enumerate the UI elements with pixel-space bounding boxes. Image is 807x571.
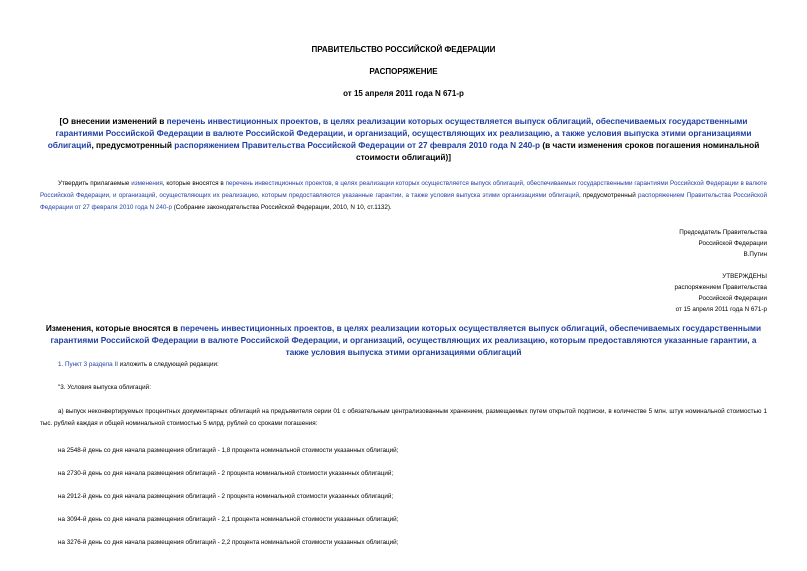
changes-title bbox=[40, 322, 767, 358]
schedule-item: на 3276-й день со дня начала размещения облигаций - 2,2 процента номинальной стоимости указанных облигаций; bbox=[58, 539, 399, 546]
title-link-list[interactable]: перечень инвестиционных проектов, в целях реализации которых осуществляется выпуск облигаций, обеспечиваемых государственными гарантиями Российской Федерации в валюте Российской Федерации, и организаций, осуществляющих их реализацию, а также условия выпуска этими организациями облигаций bbox=[47, 116, 752, 150]
approval-line-2: распоряжением Правительства bbox=[674, 284, 767, 291]
item-1-text: изложить в следующей редакции: bbox=[117, 361, 219, 368]
schedule-item: на 2548-й день со дня начала размещения облигаций - 1,8 процента номинальной стоимости указанных облигаций; bbox=[58, 447, 399, 454]
approval-line-3: Российской Федерации bbox=[698, 295, 767, 302]
schedule-item: на 2912-й день со дня начала размещения облигаций - 2 процента номинальной стоимости указанных облигаций; bbox=[58, 493, 394, 500]
changes-title-link[interactable]: перечень инвестиционных проектов, в целях реализации которых осуществляется выпуск облигаций, обеспечиваемых государственными гарантиями Российской Федерации в валюте Российской Федерации, и организаций, осуществляющих их реализацию, которым предоставляются указанные гарантии, а также условия выпуска этими организациями облигаций bbox=[50, 323, 762, 357]
main-paragraph bbox=[40, 178, 767, 214]
signature-block bbox=[567, 227, 767, 260]
title-link-decree[interactable]: распоряжением Правительства Российской Федерации от 27 февраля 2010 года N 240-р bbox=[174, 140, 541, 150]
title-middle: , предусмотренный bbox=[91, 140, 175, 150]
signature-line-2: Российской Федерации bbox=[698, 240, 767, 247]
item-3: "3. Условия выпуска облигаций: bbox=[58, 384, 151, 391]
main-text-3: , предусмотренный bbox=[579, 192, 639, 199]
approval-block bbox=[567, 271, 767, 315]
item-1-link[interactable]: 1. Пункт 3 раздела II bbox=[58, 361, 118, 368]
item-a: а) выпуск неконвертируемых процентных документарных облигаций на предъявителя серии 01 с обязательным централизованным хранением, размещаемых путем открытой подписки, в количестве 5 млн. штук номинальной стоимостью 1 тыс. рублей каждая и общей номинальной стоимостью 5 млрд. рублей со сроками погашения: bbox=[40, 408, 767, 427]
title-suffix: (в части изменения сроков погашения номинальной стоимости облигаций)] bbox=[355, 140, 760, 162]
main-link-changes[interactable]: изменения bbox=[131, 180, 163, 187]
schedule-item: на 2730-й день со дня начала размещения облигаций - 2 процента номинальной стоимости указанных облигаций; bbox=[58, 470, 394, 477]
signature-line-1: Председатель Правительства bbox=[679, 229, 767, 236]
main-link-decree[interactable]: распоряжением Правительства Российской Федерации от 27 февраля 2010 года N 240-р bbox=[40, 192, 767, 211]
schedule-item: на 3094-й день со дня начала размещения облигаций - 2,1 процента номинальной стоимости указанных облигаций; bbox=[58, 516, 399, 523]
main-text-1: Утвердить прилагаемые bbox=[58, 180, 132, 187]
document-title bbox=[40, 115, 767, 163]
document-date-heading: от 15 апреля 2011 года N 671-р bbox=[343, 89, 464, 98]
main-text-4: (Собрание законодательства Российской Федерации, 2010, N 10, ст.1132). bbox=[171, 204, 392, 211]
changes-title-prefix: Изменения, которые вносятся в bbox=[45, 323, 181, 333]
government-heading: ПРАВИТЕЛЬСТВО РОССИЙСКОЙ ФЕДЕРАЦИИ bbox=[311, 45, 496, 54]
signature-line-3: В.Путин bbox=[743, 251, 767, 258]
title-prefix: [О внесении изменений в bbox=[59, 116, 167, 126]
main-text-2: , которые вносятся в bbox=[162, 180, 226, 187]
item-1 bbox=[58, 359, 219, 371]
document-type-heading: РАСПОРЯЖЕНИЕ bbox=[369, 67, 438, 76]
approval-line-1: УТВЕРЖДЕНЫ bbox=[722, 273, 767, 280]
main-link-list[interactable]: перечень инвестиционных проектов, в целях реализации которых осуществляется выпуск облигаций, обеспечиваемых государственными гарантиями Российской Федерации в валюте Российской Федерации, и организаций, осуществляющих их реализацию, которым предоставляются указанные гарантии, а также условия выпуска этими организациями облигаций bbox=[40, 180, 767, 199]
approval-line-4: от 15 апреля 2011 года N 671-р bbox=[675, 306, 767, 313]
